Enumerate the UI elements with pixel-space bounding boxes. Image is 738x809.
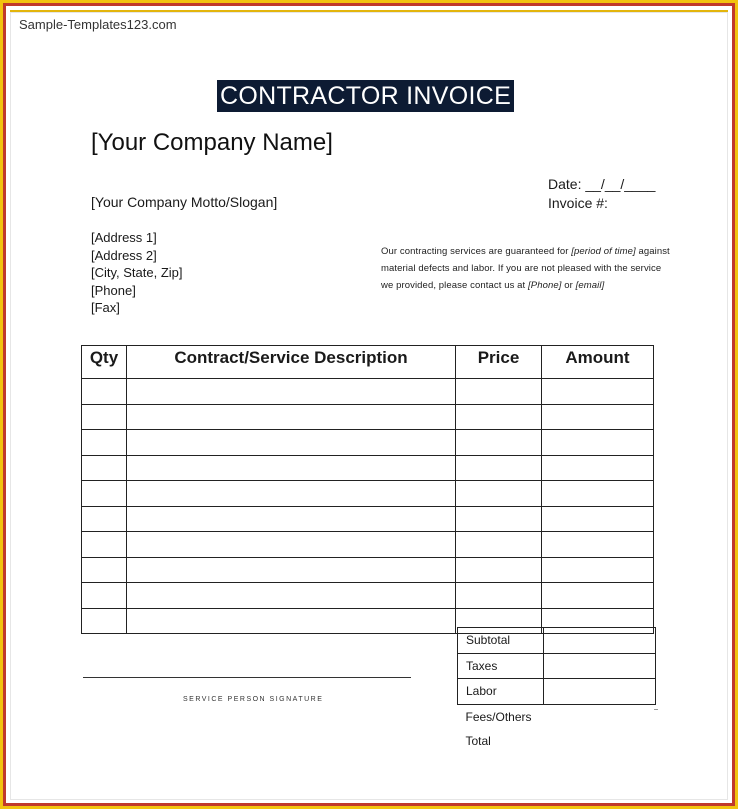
description-cell[interactable] [127,481,456,507]
description-cell[interactable] [127,583,456,609]
header-amount: Amount [542,346,654,379]
line-items-table [81,345,654,634]
signature-label: SERVICE PERSON SIGNATURE [183,696,324,703]
price-cell[interactable] [456,430,542,456]
table-row [82,557,654,583]
amount-cell[interactable] [542,404,654,430]
amount-cell[interactable] [542,583,654,609]
qty-cell[interactable] [82,532,127,558]
table-row [82,481,654,507]
address-line: [Phone] [91,282,136,298]
amount-cell[interactable] [542,506,654,532]
price-cell[interactable] [456,583,542,609]
date-invoice-block [548,175,655,213]
description-cell[interactable] [127,506,456,532]
guarantee-or: or [561,280,576,291]
company-name: [Your Company Name] [91,129,333,156]
address-block [91,229,183,317]
header-price: Price [456,346,542,379]
totals-row [458,679,656,705]
header-qty: Qty [82,346,127,379]
amount-cell[interactable] [542,455,654,481]
subtotal-label: Subtotal [458,628,544,654]
totals-row [458,628,656,654]
fees-label: Fees/Others [465,709,532,724]
amount-cell[interactable] [542,430,654,456]
price-cell[interactable] [456,481,542,507]
labor-label: Labor [458,679,544,705]
table-header-row [82,346,654,379]
qty-cell[interactable] [82,506,127,532]
amount-cell[interactable] [542,379,654,405]
qty-cell[interactable] [82,557,127,583]
table-row [82,379,654,405]
totals-row [458,653,656,679]
qty-cell[interactable] [82,583,127,609]
guarantee-note [381,243,671,294]
guarantee-text: Our contracting services are guaranteed for [381,246,572,257]
signature-line [83,677,411,678]
description-cell[interactable] [127,532,456,558]
price-cell[interactable] [456,506,542,532]
invoice-page [10,12,728,800]
guarantee-phone: [Phone] [528,280,562,291]
date-field: Date: __/__/____ [548,176,656,192]
table-row [82,532,654,558]
invoice-number-field: Invoice #: [548,195,608,211]
totals-table [457,627,656,754]
price-cell[interactable] [456,455,542,481]
fees-value[interactable] [544,704,656,729]
guarantee-text-2: against material defects and labor. If you are not pleased with the service we provided, please contact us at [381,246,670,291]
address-line: [City, State, Zip] [91,265,183,280]
total-value[interactable] [544,729,656,754]
qty-cell[interactable] [82,608,127,634]
tick-mark [654,709,658,710]
qty-cell[interactable] [82,455,127,481]
guarantee-email: [email] [575,280,605,291]
amount-cell[interactable] [542,557,654,583]
price-cell[interactable] [456,379,542,405]
guarantee-period: [period of time] [571,246,636,257]
qty-cell[interactable] [82,430,127,456]
table-row [82,455,654,481]
price-cell[interactable] [456,404,542,430]
price-cell[interactable] [456,532,542,558]
watermark: Sample-Templates123.com [19,17,177,32]
table-row [82,583,654,609]
labor-value[interactable] [544,679,656,705]
description-cell[interactable] [127,608,456,634]
taxes-label: Taxes [458,653,544,679]
total-label: Total [465,734,491,749]
description-cell[interactable] [127,455,456,481]
description-cell[interactable] [127,379,456,405]
qty-cell[interactable] [82,379,127,405]
description-cell[interactable] [127,404,456,430]
table-row [82,404,654,430]
totals-row [458,729,656,754]
subtotal-value[interactable] [544,628,656,654]
description-cell[interactable] [127,557,456,583]
taxes-value[interactable] [544,653,656,679]
table-row [82,506,654,532]
description-cell[interactable] [127,430,456,456]
company-slogan: [Your Company Motto/Slogan] [91,194,278,210]
header-description: Contract/Service Description [127,346,456,379]
price-cell[interactable] [456,557,542,583]
address-line: [Address 1] [91,230,157,245]
address-line: [Fax] [91,300,120,315]
qty-cell[interactable] [82,404,127,430]
qty-cell[interactable] [82,481,127,507]
amount-cell[interactable] [542,481,654,507]
address-line: [Address 2] [91,247,157,263]
amount-cell[interactable] [542,532,654,558]
totals-row [458,704,656,729]
table-row [82,430,654,456]
invoice-title: CONTRACTOR INVOICE [217,80,514,112]
